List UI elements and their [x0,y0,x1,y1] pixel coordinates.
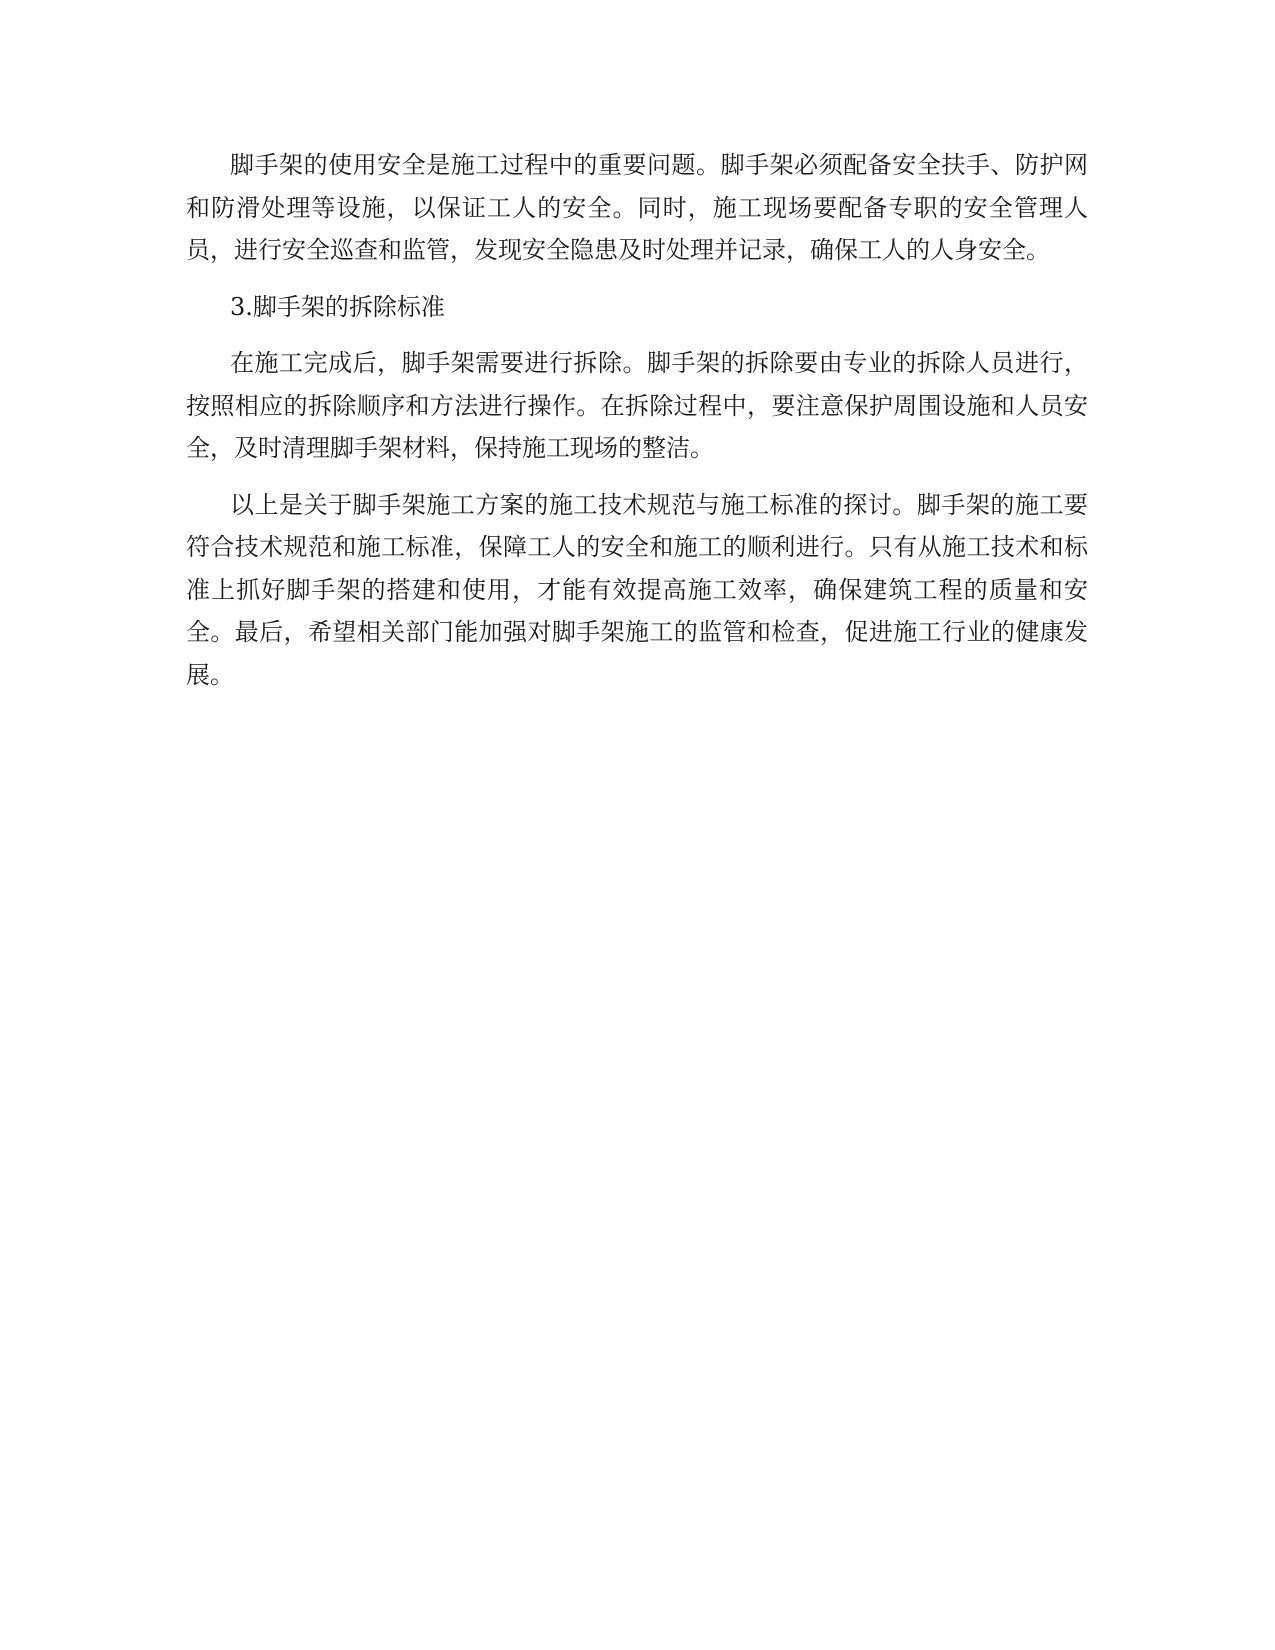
paragraph-scaffold-safety: 脚手架的使用安全是施工过程中的重要问题。脚手架必须配备安全扶手、防护网和防滑处理等设施，以保证工人的安全。同时，施工现场要配备专职的安全管理人员，进行安全巡查和监管，发现安全隐患及时处理并记录，确保工人的人身安全。 [186,151,1088,264]
section-heading-dismantling: 3.脚手架的拆除标准 [230,292,445,321]
paragraph-dismantling: 在施工完成后，脚手架需要进行拆除。脚手架的拆除要由专业的拆除人员进行，按照相应的拆除顺序和方法进行操作。在拆除过程中，要注意保护周围设施和人员安全，及时清理脚手架材料，保持施工现场的整洁。 [186,349,1088,462]
document-body [186,144,1088,710]
paragraph-conclusion: 以上是关于脚手架施工方案的施工技术规范与施工标准的探讨。脚手架的施工要符合技术规范和施工标准，保障工人的安全和施工的顺利进行。只有从施工技术和标准上抓好脚手架的搭建和使用，才能有效提高施工效率，确保建筑工程的质量和安全。最后，希望相关部门能加强对脚手架施工的监管和检查，促进施工行业的健康发展。 [186,490,1088,689]
